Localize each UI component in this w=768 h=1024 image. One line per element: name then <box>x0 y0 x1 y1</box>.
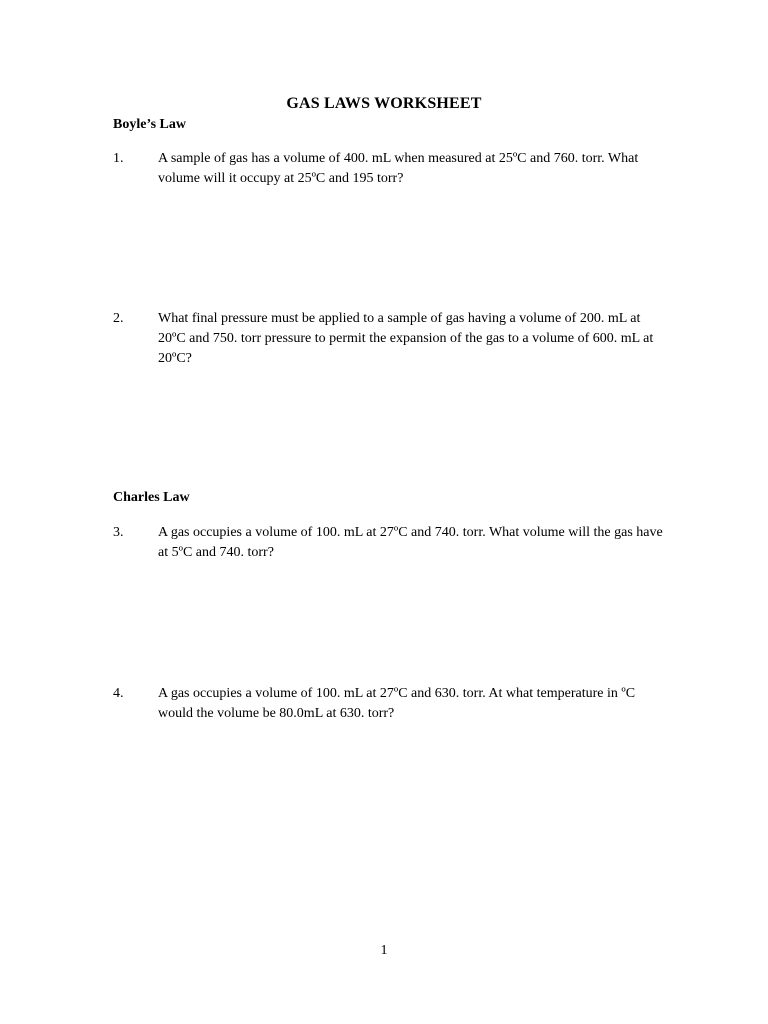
question-number: 2. <box>113 311 124 326</box>
question-text: A sample of gas has a volume of 400. mL when measured at 25ºC and 760. torr. What volume will it occupy at 25ºC and 195 torr? <box>158 151 639 186</box>
question-number: 1. <box>113 151 124 166</box>
question-number: 3. <box>113 525 124 540</box>
question-number: 4. <box>113 686 124 701</box>
section-heading-boyles-law: Boyle’s Law <box>113 117 186 132</box>
question-2 <box>113 309 673 369</box>
page-title: GAS LAWS WORKSHEET <box>286 95 482 112</box>
section-heading-charles-law: Charles Law <box>113 490 190 505</box>
question-text: A gas occupies a volume of 100. mL at 27ºC and 740. torr. What volume will the gas have at 5ºC and 740. torr? <box>158 525 663 560</box>
question-text: A gas occupies a volume of 100. mL at 27ºC and 630. torr. At what temperature in ºC would the volume be 80.0mL at 630. torr? <box>158 686 636 721</box>
question-text: What final pressure must be applied to a sample of gas having a volume of 200. mL at 20ºC and 750. torr pressure to permit the expansion of the gas to a volume of 600. mL at 20ºC? <box>158 311 654 366</box>
question-4 <box>113 684 673 724</box>
page-number: 1 <box>380 943 388 958</box>
question-3 <box>113 523 673 563</box>
question-1 <box>113 149 673 189</box>
